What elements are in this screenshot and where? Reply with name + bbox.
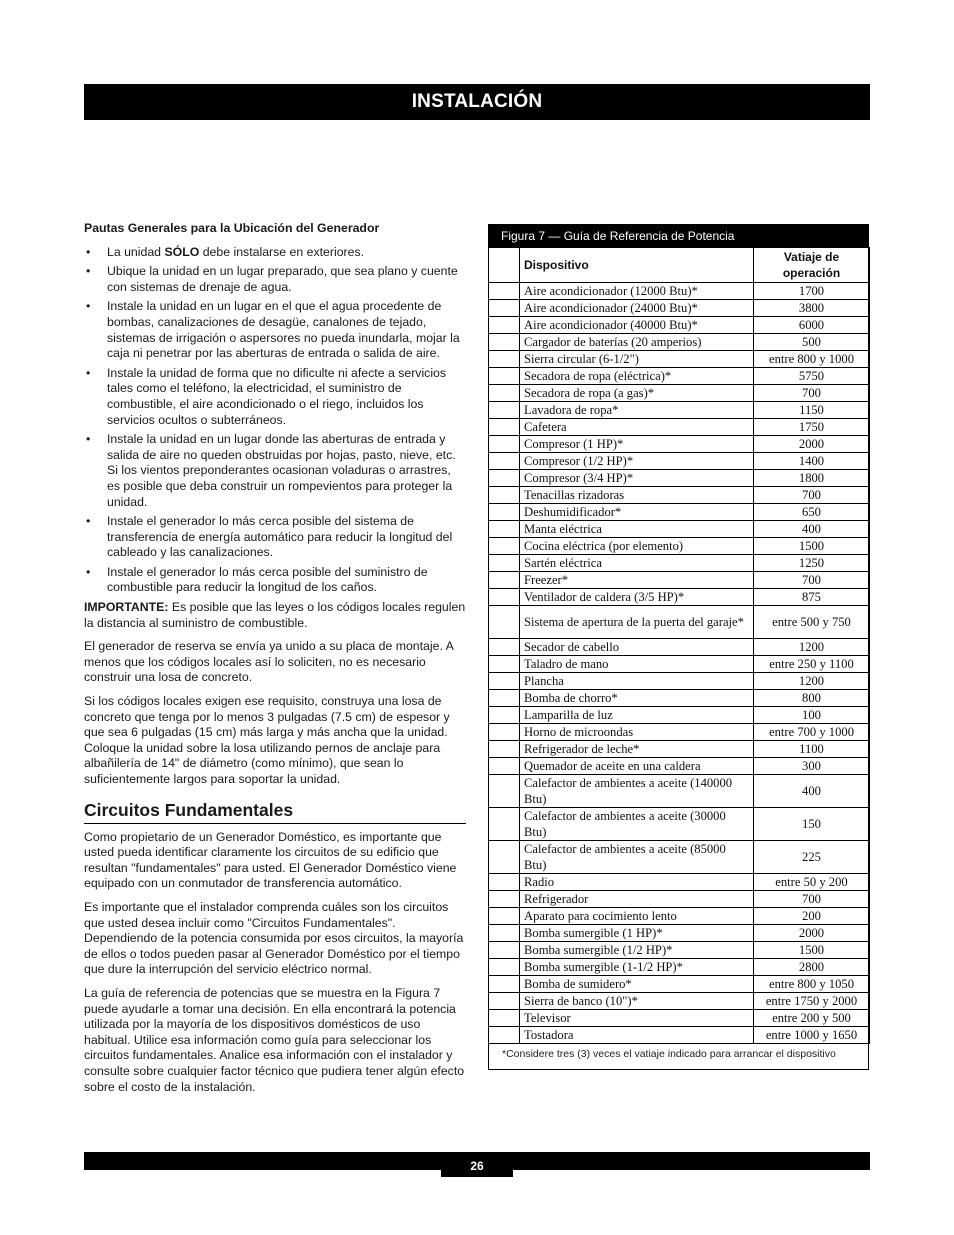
table-row bbox=[489, 724, 870, 741]
table-row bbox=[489, 453, 870, 470]
row-blank-cell bbox=[489, 521, 520, 538]
wattage-cell: 1200 bbox=[754, 673, 870, 690]
device-cell: Ventilador de caldera (3/5 HP)* bbox=[520, 589, 754, 606]
bullet-text: Instale la unidad de forma que no dificulte ni afecte a servicios tales como el teléfono, la electricidad, el suministro de combustible, el aire acondicionado o el riego, incluidos los servicios ocultos o subterráneos. bbox=[107, 365, 447, 427]
bullet-marker: • bbox=[86, 299, 91, 314]
wattage-cell: 2000 bbox=[754, 436, 870, 453]
table-row bbox=[489, 300, 870, 317]
row-blank-cell bbox=[489, 707, 520, 724]
wattage-cell: entre 50 y 200 bbox=[754, 874, 870, 891]
paragraph: Es importante que el instalador comprenda cuáles son los circuitos que usted desea incluir como "Circuitos Fundamentales". Dependiendo de la potencia consumida por esos circuitos, la mayoría de ellos o todos pueden pasar al Generador Doméstico por el tiempo que dure la interrupción del servicio eléctrico normal. bbox=[84, 899, 464, 977]
page-number: 26 bbox=[470, 1159, 484, 1173]
wattage-cell: 500 bbox=[754, 334, 870, 351]
page-number-tab bbox=[441, 1152, 513, 1177]
device-cell: Secador de cabello bbox=[520, 639, 754, 656]
device-cell: Calefactor de ambientes a aceite (140000 Btu) bbox=[520, 775, 754, 808]
row-blank-cell bbox=[489, 942, 520, 959]
figure-caption: Figura 7 — Guía de Referencia de Potencia bbox=[489, 225, 868, 247]
placement-guidelines-list bbox=[84, 245, 466, 596]
row-blank-cell bbox=[489, 606, 520, 639]
wattage-cell: 1400 bbox=[754, 453, 870, 470]
row-blank-cell bbox=[489, 487, 520, 504]
wattage-cell: 1500 bbox=[754, 538, 870, 555]
wattage-cell: 400 bbox=[754, 775, 870, 808]
row-blank-cell bbox=[489, 639, 520, 656]
wattage-cell: entre 800 y 1050 bbox=[754, 976, 870, 993]
bullet-text: Ubique la unidad en un lugar preparado, que sea plano y cuente con sistemas de drenaje de agua. bbox=[107, 264, 458, 294]
wattage-cell: 650 bbox=[754, 504, 870, 521]
wattage-cell: 200 bbox=[754, 908, 870, 925]
device-cell: Sartén eléctrica bbox=[520, 555, 754, 572]
bullet-bold-text: SÓLO bbox=[164, 244, 200, 259]
device-cell: Compresor (1 HP)* bbox=[520, 436, 754, 453]
list-item bbox=[84, 366, 466, 428]
table-row bbox=[489, 741, 870, 758]
device-cell: Calefactor de ambientes a aceite (30000 Btu) bbox=[520, 808, 754, 841]
row-blank-cell bbox=[489, 589, 520, 606]
table-row bbox=[489, 504, 870, 521]
row-blank-cell bbox=[489, 1027, 520, 1044]
bullet-marker: • bbox=[86, 365, 91, 380]
row-blank-cell bbox=[489, 538, 520, 555]
device-cell: Aire acondicionador (40000 Btu)* bbox=[520, 317, 754, 334]
row-blank-cell bbox=[489, 555, 520, 572]
paragraph: Como propietario de un Generador Doméstico, es importante que usted pueda identificar claramente los circuitos de su edificio que resultan "fundamentales" para usted. El Generador Doméstico viene equipado con un conmutador de transferencia automático. bbox=[84, 829, 457, 891]
table-body bbox=[489, 283, 870, 1044]
table-row bbox=[489, 436, 870, 453]
wattage-cell: 700 bbox=[754, 385, 870, 402]
device-cell: Secadora de ropa (eléctrica)* bbox=[520, 368, 754, 385]
row-blank-cell bbox=[489, 758, 520, 775]
table-row bbox=[489, 976, 870, 993]
wattage-cell: 1200 bbox=[754, 639, 870, 656]
table-row bbox=[489, 942, 870, 959]
table-row bbox=[489, 707, 870, 724]
table-header-blank bbox=[489, 248, 520, 283]
device-cell: Lamparilla de luz bbox=[520, 707, 754, 724]
wattage-cell: 875 bbox=[754, 589, 870, 606]
device-cell: Aire acondicionador (24000 Btu)* bbox=[520, 300, 754, 317]
power-reference-figure bbox=[488, 224, 869, 1070]
wattage-cell: entre 1750 y 2000 bbox=[754, 993, 870, 1010]
table-row bbox=[489, 606, 870, 639]
device-cell: Televisor bbox=[520, 1010, 754, 1027]
important-text: Es posible que las leyes o los códigos locales regulen la distancia al suministro de combustible. bbox=[84, 600, 466, 630]
table-row bbox=[489, 317, 870, 334]
section-title-header: INSTALACIÓN bbox=[411, 91, 543, 112]
bullet-text: Instale la unidad en un lugar en el que el agua procedente de bombas, canalizaciones de desagüe, canalones de tejado, sistemas de irrigación o aspersores no pueda inundarla, mojar la caja ni penetrar por las aberturas de entrada o salida de aire. bbox=[107, 299, 460, 361]
bullet-text: Instale la unidad en un lugar donde las aberturas de entrada y salida de aire no queden obstruidas por hojas, pasto, nieve, etc. Si los vientos preponderantes ocasionan voladuras o arrastres, es posible que deba construir un rompevientos para proteger la unidad. bbox=[107, 432, 456, 509]
table-row bbox=[489, 419, 870, 436]
wattage-cell: 1500 bbox=[754, 942, 870, 959]
subheading: Pautas Generales para la Ubicación del Generador bbox=[84, 221, 380, 235]
device-cell: Compresor (3/4 HP)* bbox=[520, 470, 754, 487]
device-cell: Sierra circular (6-1/2") bbox=[520, 351, 754, 368]
bullet-marker: • bbox=[86, 264, 91, 279]
device-cell: Taladro de mano bbox=[520, 656, 754, 673]
wattage-cell: 800 bbox=[754, 690, 870, 707]
wattage-cell: 700 bbox=[754, 572, 870, 589]
wattage-cell: 400 bbox=[754, 521, 870, 538]
row-blank-cell bbox=[489, 925, 520, 942]
device-cell: Deshumidificador* bbox=[520, 504, 754, 521]
device-cell: Compresor (1/2 HP)* bbox=[520, 453, 754, 470]
table-row bbox=[489, 402, 870, 419]
table-row bbox=[489, 538, 870, 555]
row-blank-cell bbox=[489, 470, 520, 487]
device-cell: Aparato para cocimiento lento bbox=[520, 908, 754, 925]
table-row bbox=[489, 908, 870, 925]
table-row bbox=[489, 891, 870, 908]
device-cell: Bomba de sumidero* bbox=[520, 976, 754, 993]
row-blank-cell bbox=[489, 891, 520, 908]
row-blank-cell bbox=[489, 572, 520, 589]
table-row bbox=[489, 572, 870, 589]
row-blank-cell bbox=[489, 741, 520, 758]
column-header-wattage: Vatiaje de operación bbox=[754, 248, 870, 283]
device-cell: Bomba de chorro* bbox=[520, 690, 754, 707]
list-item bbox=[84, 514, 466, 561]
table-row bbox=[489, 758, 870, 775]
row-blank-cell bbox=[489, 504, 520, 521]
table-row bbox=[489, 841, 870, 874]
table-row bbox=[489, 283, 870, 300]
left-column bbox=[84, 221, 466, 1103]
table-row bbox=[489, 385, 870, 402]
table-header-row bbox=[489, 248, 870, 283]
row-blank-cell bbox=[489, 775, 520, 808]
device-cell: Tenacillas rizadoras bbox=[520, 487, 754, 504]
device-cell: Bomba sumergible (1-1/2 HP)* bbox=[520, 959, 754, 976]
row-blank-cell bbox=[489, 673, 520, 690]
device-cell: Bomba sumergible (1 HP)* bbox=[520, 925, 754, 942]
section-heading: Circuitos Fundamentales bbox=[84, 800, 466, 824]
bullet-text: Instale el generador lo más cerca posible del sistema de transferencia de energía automático para reducir la longitud del cableado y las canalizaciones. bbox=[107, 514, 453, 560]
wattage-cell: entre 800 y 1000 bbox=[754, 351, 870, 368]
bullet-text: La unidad bbox=[107, 244, 165, 259]
device-cell: Sistema de apertura de la puerta del garaje* bbox=[520, 606, 754, 639]
device-cell: Quemador de aceite en una caldera bbox=[520, 758, 754, 775]
device-cell: Aire acondicionador (12000 Btu)* bbox=[520, 283, 754, 300]
list-item bbox=[84, 245, 466, 261]
table-row bbox=[489, 959, 870, 976]
bullet-marker: • bbox=[86, 432, 91, 447]
table-row bbox=[489, 874, 870, 891]
wattage-cell: entre 500 y 750 bbox=[754, 606, 870, 639]
wattage-cell: 2000 bbox=[754, 925, 870, 942]
row-blank-cell bbox=[489, 334, 520, 351]
row-blank-cell bbox=[489, 453, 520, 470]
paragraph: La guía de referencia de potencias que se muestra en la Figura 7 puede ayudarle a tomar una decisión. En ella encontrará la potencia utilizada por la mayoría de los dispositivos domésticos de uso habitual. Utilice esa información como guía para seleccionar los circuitos fundamentales. Analice esa información con el instalador y consulte sobre cualquier factor técnico que pudiera tener algún efecto sobre el costo de la instalación. bbox=[84, 985, 465, 1094]
table-row bbox=[489, 368, 870, 385]
row-blank-cell bbox=[489, 724, 520, 741]
bullet-marker: • bbox=[86, 564, 91, 579]
wattage-cell: entre 200 y 500 bbox=[754, 1010, 870, 1027]
bullet-text: Instale el generador lo más cerca posible del suministro de combustible para reducir la longitud de los caños. bbox=[107, 564, 428, 595]
table-row bbox=[489, 470, 870, 487]
row-blank-cell bbox=[489, 283, 520, 300]
wattage-cell: 1250 bbox=[754, 555, 870, 572]
row-blank-cell bbox=[489, 351, 520, 368]
table-row bbox=[489, 639, 870, 656]
row-blank-cell bbox=[489, 976, 520, 993]
table-row bbox=[489, 656, 870, 673]
table-row bbox=[489, 690, 870, 707]
list-item bbox=[84, 432, 466, 510]
list-item bbox=[84, 264, 466, 295]
row-blank-cell bbox=[489, 436, 520, 453]
table-row bbox=[489, 993, 870, 1010]
device-cell: Cafetera bbox=[520, 419, 754, 436]
wattage-cell: 100 bbox=[754, 707, 870, 724]
paragraph: El generador de reserva se envía ya unido a su placa de montaje. A menos que los códigos locales así lo soliciten, no es necesario construir una losa de concreto. bbox=[84, 639, 454, 685]
device-cell: Lavadora de ropa* bbox=[520, 402, 754, 419]
row-blank-cell bbox=[489, 656, 520, 673]
wattage-cell: entre 250 y 1100 bbox=[754, 656, 870, 673]
list-item bbox=[84, 299, 466, 361]
row-blank-cell bbox=[489, 402, 520, 419]
row-blank-cell bbox=[489, 690, 520, 707]
list-item bbox=[84, 565, 466, 596]
wattage-cell: 225 bbox=[754, 841, 870, 874]
important-label: IMPORTANTE: bbox=[84, 600, 169, 615]
row-blank-cell bbox=[489, 993, 520, 1010]
paragraph: Si los códigos locales exigen ese requisito, construya una losa de concreto que tenga por lo menos 3 pulgadas (7.5 cm) de espesor y que sea 6 pulgadas (15 cm) más larga y más ancha que la unidad. Coloque la unidad sobre la losa utilizando pernos de anclaje para albañilería de 14" de diámetro (como mínimo), que sean lo suficientemente largos para soportar la unidad. bbox=[84, 694, 450, 786]
wattage-cell: 150 bbox=[754, 808, 870, 841]
row-blank-cell bbox=[489, 808, 520, 841]
bullet-marker: • bbox=[86, 244, 91, 259]
device-cell: Cocina eléctrica (por elemento) bbox=[520, 538, 754, 555]
table-row bbox=[489, 775, 870, 808]
row-blank-cell bbox=[489, 908, 520, 925]
row-blank-cell bbox=[489, 317, 520, 334]
device-cell: Manta eléctrica bbox=[520, 521, 754, 538]
table-row bbox=[489, 925, 870, 942]
wattage-cell: 700 bbox=[754, 487, 870, 504]
row-blank-cell bbox=[489, 959, 520, 976]
device-cell: Freezer* bbox=[520, 572, 754, 589]
device-cell: Sierra de banco (10")* bbox=[520, 993, 754, 1010]
device-cell: Plancha bbox=[520, 673, 754, 690]
device-cell: Horno de microondas bbox=[520, 724, 754, 741]
table-row bbox=[489, 521, 870, 538]
device-cell: Bomba sumergible (1/2 HP)* bbox=[520, 942, 754, 959]
table-row bbox=[489, 1010, 870, 1027]
wattage-cell: 1800 bbox=[754, 470, 870, 487]
device-cell: Refrigerador bbox=[520, 891, 754, 908]
table-row bbox=[489, 334, 870, 351]
row-blank-cell bbox=[489, 841, 520, 874]
column-header-device: Dispositivo bbox=[520, 248, 754, 283]
table-row bbox=[489, 351, 870, 368]
wattage-cell: 3800 bbox=[754, 300, 870, 317]
power-reference-table bbox=[488, 247, 870, 1044]
device-cell: Refrigerador de leche* bbox=[520, 741, 754, 758]
wattage-cell: 6000 bbox=[754, 317, 870, 334]
wattage-cell: 1750 bbox=[754, 419, 870, 436]
important-paragraph bbox=[84, 600, 466, 631]
row-blank-cell bbox=[489, 300, 520, 317]
wattage-cell: 1150 bbox=[754, 402, 870, 419]
device-cell: Tostadora bbox=[520, 1027, 754, 1044]
table-row bbox=[489, 673, 870, 690]
bullet-marker: • bbox=[86, 514, 91, 529]
table-footnote: *Considere tres (3) veces el vatiaje indicado para arrancar el dispositivo bbox=[502, 1048, 836, 1060]
device-cell: Secadora de ropa (a gas)* bbox=[520, 385, 754, 402]
table-row bbox=[489, 1027, 870, 1044]
device-cell: Radio bbox=[520, 874, 754, 891]
device-cell: Cargador de baterías (20 amperios) bbox=[520, 334, 754, 351]
table-row bbox=[489, 487, 870, 504]
wattage-cell: 700 bbox=[754, 891, 870, 908]
row-blank-cell bbox=[489, 419, 520, 436]
table-row bbox=[489, 555, 870, 572]
wattage-cell: entre 1000 y 1650 bbox=[754, 1027, 870, 1044]
wattage-cell: 1700 bbox=[754, 283, 870, 300]
bullet-text: debe instalarse en exteriores. bbox=[199, 244, 365, 259]
row-blank-cell bbox=[489, 874, 520, 891]
wattage-cell: 1100 bbox=[754, 741, 870, 758]
wattage-cell: 5750 bbox=[754, 368, 870, 385]
table-row bbox=[489, 808, 870, 841]
section-header bbox=[84, 84, 870, 120]
wattage-cell: entre 700 y 1000 bbox=[754, 724, 870, 741]
table-row bbox=[489, 589, 870, 606]
row-blank-cell bbox=[489, 368, 520, 385]
row-blank-cell bbox=[489, 385, 520, 402]
wattage-cell: 300 bbox=[754, 758, 870, 775]
device-cell: Calefactor de ambientes a aceite (85000 Btu) bbox=[520, 841, 754, 874]
row-blank-cell bbox=[489, 1010, 520, 1027]
wattage-cell: 2800 bbox=[754, 959, 870, 976]
